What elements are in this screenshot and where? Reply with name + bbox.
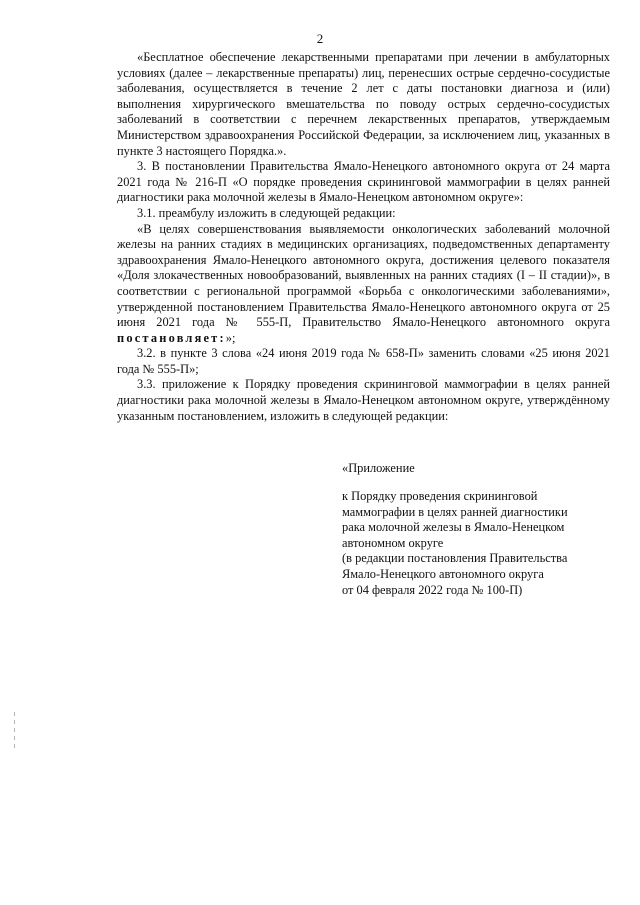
preamble-text: «В целях совершенствования выявляемости онкологических заболеваний молочной железы на ранних стадиях в медицинских организациях, подведомственных департаменту здравоохранения Ямало-Ненецкого автономного округа, достижения целевого показателя «Доля злокачественных новообразований, выявленных на ранних стадиях (I – II стадии)», в соответствии с региональной программой «Борьба с онкологическими заболеваниями», утвержденной постановлением Правительства Ямало-Ненецкого автономного округа от 25 июня 2021 года № 555-П, Правительство Ямало-Ненецкого автономного округа [117, 221, 610, 330]
paragraph-item-3-1: 3.1. преамбулу изложить в следующей редакции: [137, 205, 396, 220]
scan-margin-marks [14, 712, 16, 752]
appendix-line: (в редакции постановления Правительства [342, 551, 568, 566]
appendix-line: автономном округе [342, 535, 444, 550]
paragraph-free-medicines: «Бесплатное обеспечение лекарственными препаратами при лечении в амбулаторных условиях (далее – лекарственные препараты) лиц, перенесших острые сердечно-сосудистые заболевания, осуществляется в течение 2 лет с даты постановки диагноза и (или) выполнения хирургического вмешательства по поводу острых сердечно-сосудистых заболеваний в соответствии с перечнем лекарственных препаратов, утверждаемым Министерством здравоохранения Российской Федерации, за исключением лиц, указанных в пункте 3 настоящего Порядка.». [117, 50, 610, 158]
preamble-end: »; [225, 330, 236, 345]
appendix-line: маммографии в целях ранней диагностики [342, 504, 568, 519]
appendix-heading: «Приложение [342, 461, 415, 475]
paragraph-item-3-3: 3.3. приложение к Порядку проведения скрининговой маммографии в целях ранней диагностики рака молочной железы в Ямало-Ненецком автономном округе, утверждённому указанным постановлением, изложить в следующей редакции: [117, 377, 610, 423]
appendix-line: рака молочной железы в Ямало-Ненецком [342, 520, 565, 535]
paragraph-item-3-2: 3.2. в пункте 3 слова «24 июня 2019 года № 658-П» заменить словами «25 июня 2021 года № 555-П»; [117, 346, 610, 376]
paragraph-preamble [117, 222, 610, 347]
resolves-word: постановляет: [117, 330, 226, 345]
appendix-reference [342, 489, 622, 598]
paragraph-item-3: 3. В постановлении Правительства Ямало-Ненецкого автономного округа от 24 марта 2021 года № 216-П «О порядке проведения скрининговой маммографии в целях ранней диагностики рака молочной железы в Ямало-Ненецком автономном округе»: [117, 159, 610, 205]
appendix-line: Ямало-Ненецкого автономного округа [342, 566, 544, 581]
appendix-title [342, 461, 622, 477]
document-body [117, 50, 610, 424]
page-number: 2 [316, 31, 324, 46]
appendix-line: к Порядку проведения скрининговой [342, 489, 538, 503]
appendix-line: от 04 февраля 2022 года № 100-П) [342, 582, 523, 597]
